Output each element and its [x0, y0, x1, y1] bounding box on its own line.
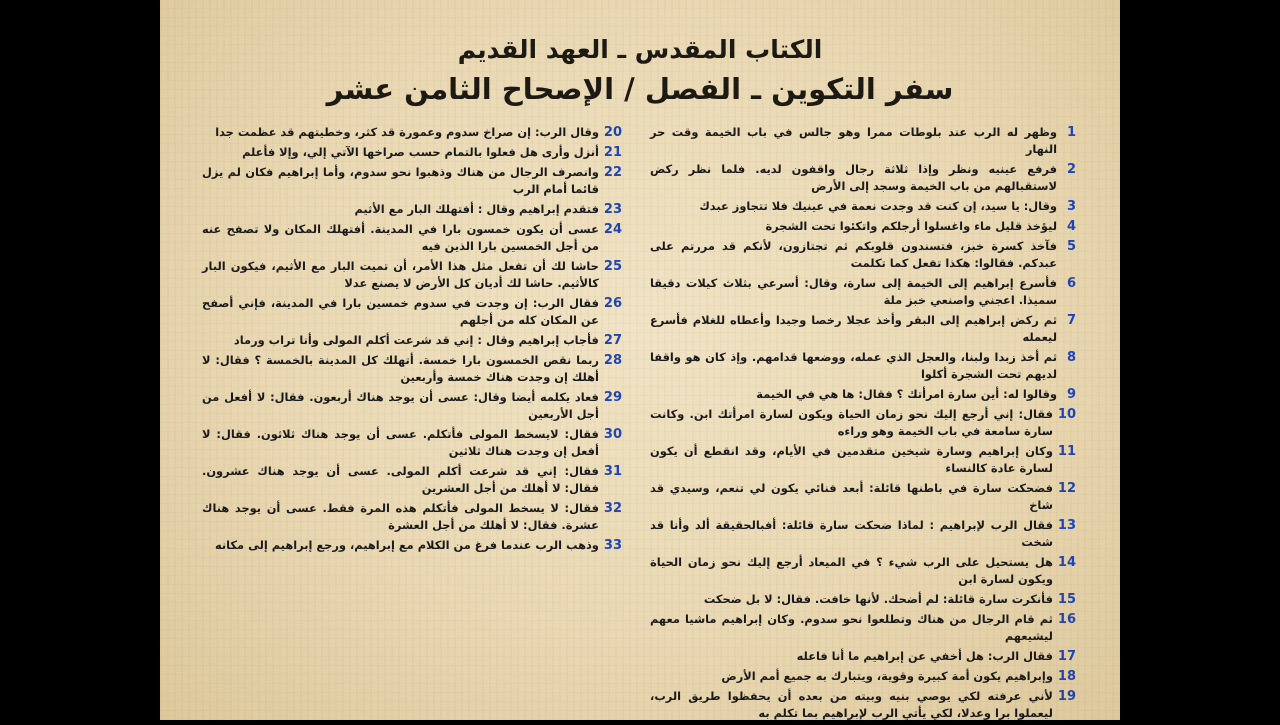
- verse-row: [650, 554, 1076, 588]
- verse-text: فآخذ كسرة خبز، فتسندون قلوبكم ثم تجتازون، لأنكم قد مررتم على عبدكم. فقالوا: هكذا تفعل كما تكلمت: [650, 239, 1057, 270]
- verse-number: 11: [1057, 444, 1076, 459]
- verse-number: 13: [1057, 518, 1076, 533]
- verse-row: [202, 332, 622, 349]
- verse-number: 19: [1057, 689, 1076, 704]
- verse-text: لأني عرفته لكي يوصي بنيه وبيته من بعده أن يحفظوا طريق الرب، ليعملوا برا وعدلا، لكي يأتي الرب لإبراهيم بما تكلم به: [650, 689, 1053, 720]
- verse-row: [650, 124, 1076, 158]
- verse-number: 8: [1066, 350, 1076, 365]
- verse-number: 2: [1066, 162, 1076, 177]
- verse-row: [202, 500, 622, 534]
- verse-number: 17: [1057, 649, 1076, 664]
- verse-text: فقال: لا يسخط المولى فأتكلم هذه المرة فقط. عسى أن يوجد هناك عشرة. فقال: لا أهلك من أجل العشرة: [202, 501, 599, 532]
- verse-text: وقال الرب: إن صراخ سدوم وعمورة قد كثر، وخطيتهم قد عظمت جدا: [215, 125, 599, 139]
- verse-text: أنزل وأرى هل فعلوا بالتمام حسب صراخها الآتي إلي، وإلا فأعلم: [242, 145, 599, 159]
- verse-row: [650, 611, 1076, 645]
- verse-number: 23: [603, 202, 622, 217]
- verse-row: [650, 668, 1076, 685]
- verse-row: [202, 124, 622, 141]
- verse-number: 25: [603, 259, 622, 274]
- verse-text: فقال: إني أرجع إليك نحو زمان الحياة ويكون لسارة امرأتك ابن. وكانت سارة سامعة في باب الخيمة وهو وراءه: [650, 407, 1053, 438]
- verse-number: 6: [1066, 276, 1076, 291]
- verse-row: [202, 352, 622, 386]
- verses-column-left: [202, 124, 622, 557]
- verse-number: 14: [1057, 555, 1076, 570]
- verse-text: فقال: إني قد شرعت أكلم المولى. عسى أن يوجد هناك عشرون. فقال: لا أهلك من أجل العشرين: [202, 464, 599, 495]
- verse-text: ثم قام الرجال من هناك وتطلعوا نحو سدوم. وكان إبراهيم ماشيا معهم ليشيعهم: [650, 612, 1053, 643]
- verse-text: وكان إبراهيم وسارة شيخين متقدمين في الأيام، وقد انقطع أن يكون لسارة عادة كالنساء: [650, 444, 1053, 475]
- verse-text: فأجاب إبراهيم وقال : إني قد شرعت أكلم المولى وأنا تراب ورماد: [233, 333, 599, 347]
- verse-row: [202, 258, 622, 292]
- verse-row: [650, 648, 1076, 665]
- verse-number: 29: [603, 390, 622, 405]
- verse-text: عسى أن يكون خمسون بارا في المدينة. أفتهلك المكان ولا تصفح عنه من أجل الخمسين بارا الذين فيه: [202, 222, 599, 253]
- verse-text: فقال الرب: هل أخفي عن إبراهيم ما أنا فاعله: [796, 649, 1053, 663]
- verse-text: فقال الرب: إن وجدت في سدوم خمسين بارا في المدينة، فإني أصفح عن المكان كله من أجلهم: [202, 296, 599, 327]
- verse-row: [202, 463, 622, 497]
- verse-number: 32: [603, 501, 622, 516]
- verse-row: [650, 198, 1076, 215]
- verse-number: 10: [1057, 407, 1076, 422]
- verse-number: 27: [603, 333, 622, 348]
- verse-row: [650, 443, 1076, 477]
- verse-number: 1: [1066, 125, 1076, 140]
- verse-number: 7: [1066, 313, 1076, 328]
- verse-row: [650, 349, 1076, 383]
- verse-row: [202, 144, 622, 161]
- verse-number: 28: [603, 353, 622, 368]
- verse-row: [650, 218, 1076, 235]
- verse-row: [202, 426, 622, 460]
- verse-row: [650, 591, 1076, 608]
- verse-text: هل يستحيل على الرب شيء ؟ في الميعاد أرجع إليك نحو زمان الحياة ويكون لسارة ابن: [650, 555, 1053, 586]
- verse-number: 16: [1057, 612, 1076, 627]
- verse-row: [650, 406, 1076, 440]
- verse-number: 9: [1066, 387, 1076, 402]
- verse-text: ثم ركض إبراهيم إلى البقر وأخذ عجلا رخصا وجيدا وأعطاه للغلام فأسرع ليعمله: [650, 313, 1057, 344]
- verse-number: 22: [603, 165, 622, 180]
- verse-text: فأنكرت سارة قائلة: لم أضحك. لأنها خافت. فقال: لا بل ضحكت: [703, 592, 1053, 606]
- verse-row: [650, 480, 1076, 514]
- verse-text: فتقدم إبراهيم وقال : أفتهلك البار مع الأثيم: [354, 202, 599, 216]
- verse-row: [202, 537, 622, 554]
- header-subtitle: سفر التكوين ـ الفصل / الإصحاح الثامن عشر: [326, 72, 954, 106]
- verse-number: 30: [603, 427, 622, 442]
- verse-number: 26: [603, 296, 622, 311]
- verse-row: [202, 201, 622, 218]
- verse-number: 12: [1057, 481, 1076, 496]
- verse-row: [650, 312, 1076, 346]
- verse-row: [202, 389, 622, 423]
- verse-text: فقال: لايسخط المولى فأتكلم. عسى أن يوجد هناك ثلاثون. فقال: لا أفعل إن وجدت هناك ثلاثين: [202, 427, 599, 458]
- verse-text: وقال: يا سيد، إن كنت قد وجدت نعمة في عينيك فلا تتجاوز عبدك: [699, 199, 1057, 213]
- verse-text: وإبراهيم يكون أمة كبيرة وقوية، ويتبارك به جميع أمم الأرض: [721, 669, 1053, 683]
- verse-text: ثم أخذ زبدا ولبنا، والعجل الذي عمله، ووضعها قدامهم. وإذ كان هو واقفا لديهم تحت الشجرة أكلوا: [650, 350, 1057, 381]
- verse-text: حاشا لك أن تفعل مثل هذا الأمر، أن تميت البار مع الأثيم، فيكون البار كالأثيم. حاشا لك أديان كل الأرض لا يصنع عدلا: [202, 259, 599, 290]
- verse-row: [650, 275, 1076, 309]
- verse-row: [650, 386, 1076, 403]
- verse-text: فقال الرب لإبراهيم : لماذا ضحكت سارة قائلة: أفبالحقيقة ألد وأنا قد شخت: [650, 518, 1053, 549]
- header-title: الكتاب المقدس ـ العهد القديم: [457, 35, 823, 64]
- verse-number: 31: [603, 464, 622, 479]
- verse-row: [650, 688, 1076, 722]
- verse-text: فأسرع إبراهيم إلى الخيمة إلى سارة، وقال: أسرعي بثلاث كيلات دقيقا سميذا. اعجني واصنعي خبز ملة: [650, 276, 1057, 307]
- verse-number: 33: [603, 538, 622, 553]
- verse-number: 24: [603, 222, 622, 237]
- verse-text: وظهر له الرب عند بلوطات ممرا وهو جالس في باب الخيمة وقت حر النهار: [650, 125, 1057, 156]
- verse-text: وذهب الرب عندما فرغ من الكلام مع إبراهيم، ورجع إبراهيم إلى مكانه: [214, 538, 599, 552]
- verse-number: 5: [1066, 239, 1076, 254]
- verse-number: 15: [1057, 592, 1076, 607]
- verse-text: فرفع عينيه ونظر وإذا ثلاثة رجال واقفون لديه. فلما نظر ركض لاستقبالهم من باب الخيمة وسجد إلى الأرض: [650, 162, 1057, 193]
- verse-row: [202, 221, 622, 255]
- verse-text: ربما نقص الخمسون بارا خمسة. أتهلك كل المدينة بالخمسة ؟ فقال: لا أهلك إن وجدت هناك خمسة وأربعين: [202, 353, 599, 384]
- verse-text: وانصرف الرجال من هناك وذهبوا نحو سدوم، وأما إبراهيم فكان لم يزل قائما أمام الرب: [202, 165, 599, 196]
- verse-number: 18: [1057, 669, 1076, 684]
- parchment-page: [160, 0, 1120, 720]
- verse-number: 20: [603, 125, 622, 140]
- verse-text: فضحكت سارة في باطنها قائلة: أبعد فنائي يكون لي تنعم، وسيدي قد شاخ: [650, 481, 1053, 512]
- verse-row: [202, 295, 622, 329]
- verse-row: [650, 161, 1076, 195]
- verse-text: ليؤخذ قليل ماء واغسلوا أرجلكم واتكئوا تحت الشجرة: [765, 219, 1057, 233]
- verse-row: [650, 517, 1076, 551]
- verse-text: فعاد يكلمه أيضا وقال: عسى أن يوجد هناك أربعون. فقال: لا أفعل من أجل الأربعين: [202, 390, 599, 421]
- verses-column-right: [650, 124, 1076, 725]
- verse-number: 4: [1066, 219, 1076, 234]
- verse-number: 3: [1066, 199, 1076, 214]
- verse-text: وقالوا له: أين سارة امرأتك ؟ فقال: ها هي في الخيمة: [756, 387, 1057, 401]
- verse-row: [202, 164, 622, 198]
- verse-number: 21: [603, 145, 622, 160]
- verse-row: [650, 238, 1076, 272]
